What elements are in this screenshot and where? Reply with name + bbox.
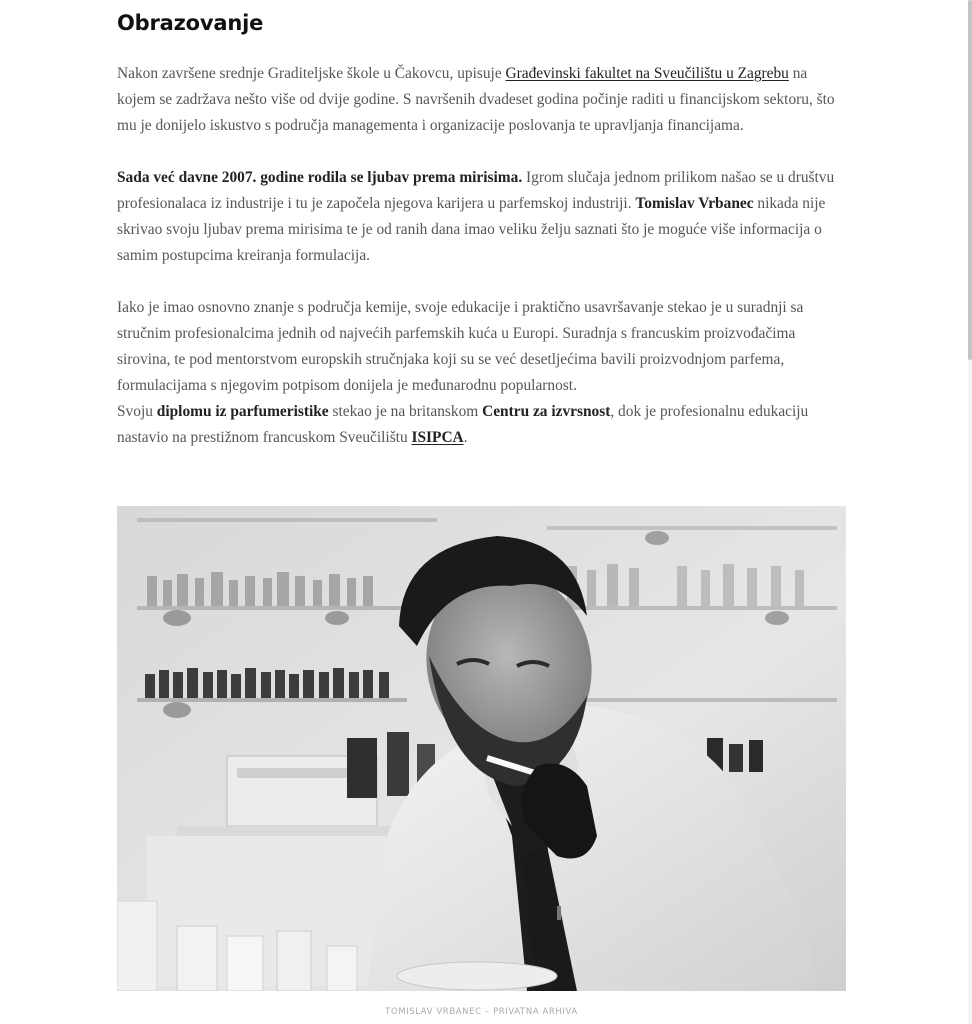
article-content [117, 0, 847, 451]
portrait-photo [117, 506, 846, 991]
paragraph-text: , dok je profesionalnu edukaciju nastavio na prestižnom francuskom Sveučilištu [117, 403, 809, 446]
faculty-link[interactable]: Građevinski fakultet na Sveučilištu u Zagrebu [505, 65, 789, 82]
paragraph-education [117, 61, 847, 139]
paragraph-training [117, 295, 847, 451]
paragraph-text: Iako je imao osnovno znanje s područja kemije, svoje edukacije i praktično usavršavanje stekao je u suradnji sa stručnim profesionalcima jednih od najvećih parfemskih kuća u Europi. Suradnja s francuskim proizvođačima sirovina, te pod mentorstvom europskih stručnjaka koji su se već desetljećima bavili proizvodnjom parfema, formulacijama s njegovim potpisom donijela je međunarodnu popularnost. [117, 299, 804, 394]
paragraph-text: nikada nije skrivao svoju ljubav prema mirisima te je od ranih dana imao veliku želju saznati što je moguće više informacija o samim postupcima kreiranja formulacija. [117, 195, 826, 264]
paragraph-text: Svoju [117, 403, 157, 420]
paragraph-text: na kojem se zadržava nešto više od dvije godine. S navršenih dvadeset godina počinje raditi u financijskom sektoru, što mu je donijelo iskustvo s područja managementa i organizacije poslovanja te upravljanja financijama. [117, 65, 835, 134]
container-lid [397, 962, 557, 990]
bold-name: Tomislav Vrbanec [635, 195, 754, 212]
photo-caption: TOMISLAV VRBANEC – PRIVATNA ARHIVA [385, 1007, 578, 1017]
isipca-link[interactable]: ISIPCA [411, 429, 464, 446]
paragraph-career [117, 165, 847, 269]
section-title: Obrazovanje [117, 11, 264, 35]
lab-photo-illustration [117, 506, 846, 991]
paragraph-text: . [463, 429, 468, 446]
paragraph-text: Nakon završene srednje Graditeljske škole u Čakovcu, upisuje [117, 65, 506, 82]
paragraph-text: stekao je na britanskom [328, 403, 483, 420]
bold-centre: Centru za izvrsnost [482, 403, 611, 420]
scrollbar-thumb[interactable] [968, 0, 972, 360]
paragraph-text: Igrom slučaja jednom prilikom našao se u društvu profesionalaca iz industrije i tu je započela njegova karijera u parfemskoj industriji. [117, 169, 835, 212]
bold-diploma: diplomu iz parfumeristike [156, 403, 329, 420]
bold-intro: Sada već davne 2007. godine rodila se ljubav prema mirisima. [117, 169, 523, 186]
